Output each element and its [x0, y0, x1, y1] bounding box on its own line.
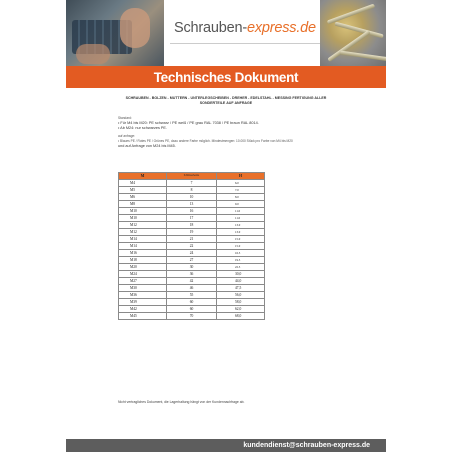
table-row: [119, 208, 265, 215]
cell-width: 42: [167, 278, 217, 285]
cell-thread: M10: [119, 215, 167, 222]
footnote: Nicht vertragliches Dokument, die Lagerhaltung hängt von der Kundennachfrage ab.: [118, 400, 245, 404]
cell-height: 9.0: [217, 201, 265, 208]
cell-width: 60: [167, 306, 217, 313]
table-row: [119, 271, 265, 278]
cell-height: 15.0: [217, 243, 265, 250]
cell-thread: M6: [119, 194, 167, 201]
cell-thread: M30: [119, 285, 167, 292]
subtitle-line-1: SCHRAUBEN - BOLZEN - MUTTERN - UNTERLEGSCHEIBEN - DREHER - EDELSTAHL - MESSING FERTIGUNG ALLER: [125, 96, 327, 100]
table-row: [119, 215, 265, 222]
product-subtitle: [110, 96, 342, 106]
cell-thread: M42: [119, 306, 167, 313]
document-title: Technisches Dokument: [153, 69, 299, 85]
table-row: [119, 222, 265, 229]
table-row: [119, 285, 265, 292]
cell-width: 60: [167, 299, 217, 306]
cell-height: 30,0: [217, 271, 265, 278]
brand-logo[interactable]: Schrauben-express.de: [174, 20, 316, 36]
cell-thread: M18: [119, 257, 167, 264]
cell-width: 19: [167, 229, 217, 236]
table-row: [119, 236, 265, 243]
subtitle-line-2: SONDERTEILE AUF ANFRAGE: [199, 101, 253, 106]
cell-width: 18: [167, 222, 217, 229]
cell-width: 70: [167, 313, 217, 320]
cell-height: 62,0: [217, 306, 265, 313]
cell-width: 10: [167, 194, 217, 201]
cell-thread: M27: [119, 278, 167, 285]
cell-width: 21: [167, 236, 217, 243]
table-row: [119, 306, 265, 313]
header-width: Schlüsselweite: [167, 173, 217, 180]
cell-height: 15.0: [217, 236, 265, 243]
cell-height: 47,5: [217, 285, 265, 292]
title-bar: [66, 66, 386, 88]
contact-email[interactable]: kundendienst@schrauben-express.de: [243, 442, 370, 449]
note-line-4: und auf Anfrage von M24 bis M45.: [118, 144, 176, 148]
cell-width: 16: [167, 208, 217, 215]
dimensions-table: [118, 172, 265, 320]
table-row: [119, 243, 265, 250]
cell-thread: M12: [119, 222, 167, 229]
cell-width: 7: [167, 180, 217, 187]
cell-height: 56,0: [217, 292, 265, 299]
cell-width: 30: [167, 264, 217, 271]
cell-width: 55: [167, 292, 217, 299]
table-row: [119, 201, 265, 208]
cell-height: 7.0: [217, 187, 265, 194]
cell-height: 8.0: [217, 194, 265, 201]
cell-thread: M8: [119, 201, 167, 208]
cell-height: 13.0: [217, 222, 265, 229]
table-row: [119, 299, 265, 306]
screws-photo: [320, 0, 386, 66]
table-body: [119, 180, 265, 320]
cell-thread: M45: [119, 313, 167, 320]
cell-width: 27: [167, 257, 217, 264]
table-header-row: [119, 173, 265, 180]
logo-underline: [170, 43, 320, 44]
dimensions-table-wrapper: [118, 172, 264, 320]
table-row: [119, 278, 265, 285]
cell-height: 22.5: [217, 264, 265, 271]
cell-thread: M14: [119, 243, 167, 250]
table-row: [119, 250, 265, 257]
header-m: M: [119, 173, 167, 180]
cell-thread: M24: [119, 271, 167, 278]
cell-thread: M10: [119, 208, 167, 215]
cell-width: 22: [167, 243, 217, 250]
cell-height: 16.5: [217, 250, 265, 257]
table-row: [119, 187, 265, 194]
cell-width: 8: [167, 187, 217, 194]
table-row: [119, 313, 265, 320]
cell-thread: M16: [119, 250, 167, 257]
cell-height: 44,0: [217, 278, 265, 285]
cell-width: 13: [167, 201, 217, 208]
cell-thread: M5: [119, 187, 167, 194]
cell-width: 36: [167, 271, 217, 278]
cell-thread: M4: [119, 180, 167, 187]
table-row: [119, 257, 265, 264]
note-line-2: • Ab M24: nur schwarzes PE.: [118, 126, 168, 130]
table-row: [119, 292, 265, 299]
header-banner: [66, 0, 386, 66]
cell-height: 13.0: [217, 229, 265, 236]
footer-bar: [66, 439, 386, 452]
standard-label: Standard:: [118, 116, 132, 120]
table-row: [119, 180, 265, 187]
cell-height: 58,0: [217, 299, 265, 306]
cell-thread: M39: [119, 299, 167, 306]
table-row: [119, 229, 265, 236]
cell-thread: M20: [119, 264, 167, 271]
cell-height: 11.0: [217, 215, 265, 222]
note-line-1: • Für M4 bis M20: PE schwarz / PE weiß / PE grau RAL 7038 / PE braun RAL 8014.: [118, 121, 259, 125]
table-row: [119, 264, 265, 271]
cell-thread: M14: [119, 236, 167, 243]
request-label: auf anfrage:: [118, 134, 136, 138]
cell-width: 17: [167, 215, 217, 222]
tools-photo: [66, 0, 164, 66]
cell-height: 11.0: [217, 208, 265, 215]
cell-height: 19.5: [217, 257, 265, 264]
note-line-3: • Blaues PE / Rotes PE / Grünes PE, dazu andere Farbe möglich. Mindestmengen: 10.000 Stück pro Farbe von M4 bis M20: [118, 139, 293, 143]
cell-height: 6.0: [217, 180, 265, 187]
cell-thread: M12: [119, 229, 167, 236]
cell-thread: M36: [119, 292, 167, 299]
notes-section: [118, 116, 348, 149]
cell-width: 46: [167, 285, 217, 292]
cell-height: 68,0: [217, 313, 265, 320]
table-row: [119, 194, 265, 201]
cell-width: 24: [167, 250, 217, 257]
header-h: H: [217, 173, 265, 180]
